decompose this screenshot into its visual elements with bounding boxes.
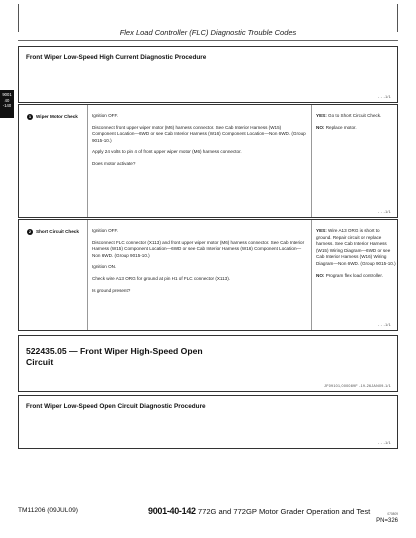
step2-results [316,228,396,284]
step2-instruction-1: Ignition OFF. [92,228,119,233]
column-divider-2 [311,105,312,217]
footer-pn: PN=326 [376,518,398,524]
step-label-text: Short Circuit Check [36,229,79,235]
step2-no-result [316,273,396,280]
step1-mark: - - -1/1 [378,210,391,214]
dtc-mark: JF09101,000089F -19-26JAN09-1/1 [324,384,391,388]
side-tab-line1: 9001 [2,92,12,97]
step-number-badge: 1 [28,114,32,119]
yes-text: Go to Short Circuit Check. [328,113,382,118]
step1-question: Does motor activate? [92,160,136,166]
footer-doc-id: TM11206 (09JUL09) [18,507,78,514]
side-tab-line2: 40 [4,97,10,103]
dtc-title-line1: 522435.05 — Front Wiper High-Speed Open [26,346,203,356]
running-header-title: Flex Load Controller (FLC) Diagnostic Trouble Codes [119,28,297,37]
section-side-tab [0,90,14,118]
footer-page-title [148,506,370,516]
step2-instruction-2: Disconnect FLC connector (X113) and front upper wiper motor (M6) harness connector. See Cab Interior Harness (W15) Component Location—6WD or see Cab Interior Harness (W16) Component Location—Non 6WD. (Group 9015-10.) [92,239,305,258]
step2-mark: - - -1/1 [378,323,391,327]
column-divider-2 [311,220,312,330]
step1-instruction-1: Ignition OFF. [92,113,119,118]
low-speed-high-current-box [18,46,398,103]
section-mark: - - -1/1 [378,95,391,99]
wiper-motor-check-box [18,104,398,218]
step2-instruction-4: Check wire A13 ORG for ground at pin H1 of FLC connector (X113). [92,275,231,281]
column-divider-1 [87,105,88,217]
dtc-title [26,346,203,368]
step1-instruction-3: Apply 24 volts to pin 4 of front upper wiper motor (M6) harness connector. [92,149,242,155]
step1-instruction-2: Disconnect front upper wiper motor (M6) harness connector. See Cab Interior Harness (W15) Component Location—6WD or see Cab Interior Harness (W16) Component Location—Non 6WD. (Group 9015-10.) [92,124,306,143]
step-label-text: Wiper Motor Check [36,114,78,120]
step1-instructions [92,113,306,173]
footer-manual-title: 772G and 772GP Motor Grader Operation and Test [197,507,371,516]
step1-no-result [316,125,396,132]
step2-yes-result [316,228,396,268]
no-label: NO: [316,124,325,130]
yes-text: Wire A13 ORG is short to ground. Repair circuit or replace harness. See Cab Interior Harness (W15) Wiring Diagram—6WD or see Cab Interior Harness (W16) Wiring Diagram—Non 6WD. (Group 9015-10.) [316,228,396,266]
dtc-heading-box [18,335,398,392]
no-label: NO: [316,272,325,278]
step2-instructions [92,228,306,299]
footer-page-number: 9001-40-142 [148,506,196,516]
yes-label: YES: [316,113,327,118]
no-text: Replace motor. [325,124,357,130]
step2-instruction-3: Ignition ON. [92,264,117,270]
section-mark: - - -1/1 [378,441,391,445]
yes-label: YES: [316,228,327,233]
column-divider-1 [87,220,88,330]
side-tab-line3: -140 [2,103,12,109]
low-speed-high-current-title: Front Wiper Low-Speed High Current Diagnostic Procedure [26,54,207,61]
short-circuit-check-box [18,219,398,331]
step1-results [316,113,396,136]
step1-yes-result [316,113,396,120]
header-rule [18,40,398,41]
low-speed-open-circuit-box [18,395,398,449]
dtc-title-line2: Circuit [26,357,54,367]
footer-date-code: 070809 [387,512,398,516]
step2-question: Is ground present? [92,287,131,293]
no-text: Program flex load controller. [325,272,383,278]
step-number-badge: 2 [28,229,32,234]
low-speed-open-circuit-title: Front Wiper Low-Speed Open Circuit Diagnostic Procedure [26,403,206,410]
step-label-short-circuit-check [27,229,79,235]
step-label-wiper-motor-check [27,114,78,120]
